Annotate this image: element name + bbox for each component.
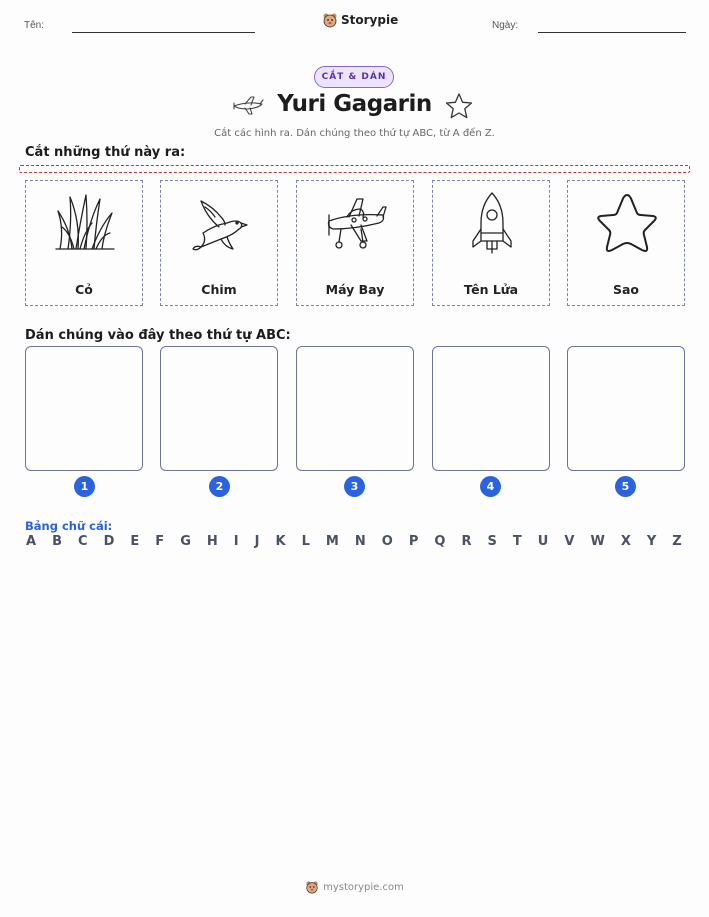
cut-card-grass[interactable] (25, 180, 143, 306)
card-label: Chim (201, 282, 237, 297)
storypie-mascot-icon (305, 880, 319, 894)
card-label: Sao (612, 282, 640, 297)
alphabet-letter: C (78, 534, 88, 549)
alphabet-letter: U (537, 534, 549, 549)
alphabet-letter: P (408, 534, 419, 549)
alphabet-letter: D (103, 534, 115, 549)
star-icon (592, 189, 662, 259)
paste-box-1[interactable] (25, 346, 143, 471)
footer-site[interactable]: mystorypie.com (323, 881, 404, 893)
alphabet-letter: W (590, 534, 605, 549)
card-label: Cỏ (75, 282, 93, 297)
alphabet-letter: V (564, 534, 575, 549)
instructions: Cắt các hình ra. Dán chúng theo thứ tự ABC, từ A đến Z. (214, 128, 495, 139)
alphabet-row (26, 534, 682, 549)
alphabet-letter: J (254, 534, 260, 549)
cut-card-bird[interactable] (160, 180, 278, 306)
cut-card-star[interactable] (567, 180, 685, 306)
paste-box-2[interactable] (160, 346, 278, 471)
alphabet-heading: Bảng chữ cái: (25, 519, 113, 533)
airplane-icon (321, 189, 391, 259)
brand-logo (322, 12, 398, 28)
alphabet-letter: B (52, 534, 62, 549)
number-badge: 5 (615, 476, 636, 497)
alphabet-letter: X (620, 534, 631, 549)
alphabet-letter: H (206, 534, 218, 549)
page-title: Yuri Gagarin (277, 91, 432, 117)
number-badge: 2 (209, 476, 230, 497)
number-badge: 4 (480, 476, 501, 497)
bird-icon (185, 189, 255, 259)
footer (0, 880, 709, 894)
star-decoration-icon (444, 92, 474, 120)
name-line[interactable] (72, 32, 255, 33)
grass-icon (50, 189, 120, 259)
date-label: Ngày: (492, 20, 519, 31)
alphabet-letter: Y (646, 534, 657, 549)
alphabet-letter: T (512, 534, 522, 549)
cut-heading: Cắt những thứ này ra: (25, 145, 186, 160)
card-label: Máy Bay (325, 282, 385, 297)
storypie-mascot-icon (322, 12, 338, 28)
number-badge: 3 (344, 476, 365, 497)
paste-box-5[interactable] (567, 346, 685, 471)
alphabet-letter: E (130, 534, 140, 549)
alphabet-letter: L (301, 534, 310, 549)
alphabet-letter: M (325, 534, 339, 549)
paste-box-4[interactable] (432, 346, 550, 471)
cut-line (19, 165, 690, 173)
alphabet-letter: A (26, 534, 37, 549)
alphabet-letter: S (487, 534, 497, 549)
name-label: Tên: (24, 20, 45, 31)
alphabet-letter: F (155, 534, 165, 549)
alphabet-letter: I (233, 534, 239, 549)
card-label: Tên Lửa (463, 282, 519, 297)
cut-card-rocket[interactable] (432, 180, 550, 306)
cut-card-airplane[interactable] (296, 180, 414, 306)
rocket-icon (457, 189, 527, 259)
number-badge: 1 (74, 476, 95, 497)
brand-name: Storypie (341, 13, 399, 27)
category-badge: CẮT & DÁN (314, 66, 394, 88)
paste-box-3[interactable] (296, 346, 414, 471)
alphabet-letter: R (461, 534, 472, 549)
alphabet-letter: K (275, 534, 286, 549)
alphabet-letter: O (381, 534, 393, 549)
paste-heading: Dán chúng vào đây theo thứ tự ABC: (25, 328, 291, 343)
alphabet-letter: Q (434, 534, 446, 549)
alphabet-letter: Z (672, 534, 682, 549)
alphabet-letter: N (354, 534, 366, 549)
date-line[interactable] (538, 32, 686, 33)
alphabet-letter: G (180, 534, 191, 549)
